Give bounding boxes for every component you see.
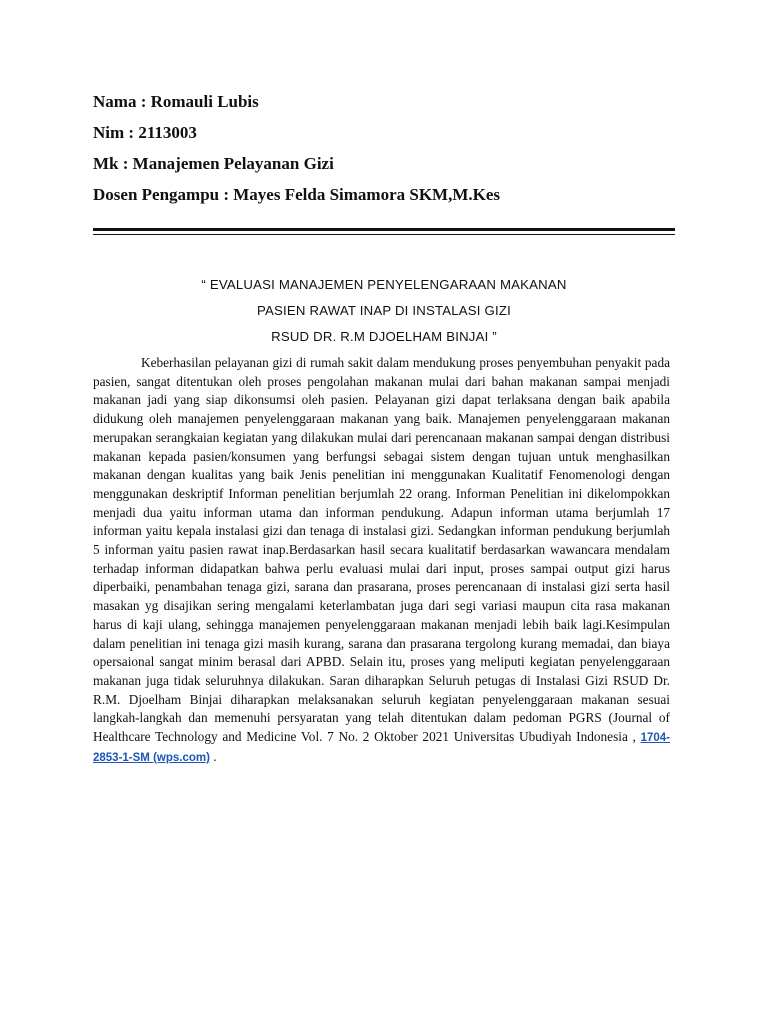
course-name: Mk : Manajemen Pelayanan Gizi (93, 154, 334, 173)
student-info-header (93, 86, 683, 210)
title-line-3: RSUD DR. R.M DJOELHAM BINJAI ” (271, 329, 497, 344)
lecturer-name: Dosen Pengampu : Mayes Felda Simamora SKM,M.Kes (93, 185, 501, 204)
student-nim: Nim : 2113003 (93, 123, 197, 142)
header-divider-thin (93, 234, 675, 235)
source-link[interactable]: 1704-2853-1-SM (wps.com) (93, 732, 670, 764)
title-line-1: “ EVALUASI MANAJEMEN PENYELENGARAAN MAKANAN (201, 277, 567, 292)
abstract-text: Keberhasilan pelayanan gizi di rumah sakit dalam mendukung proses penyembuhan penyakit pada pasien, sangat ditentukan oleh proses pengolahan makanan mulai dari bahan makanan sampai menjadi makanan jadi yang siap dikonsumsi oleh pasien. Pelayanan gizi dapat terlaksana dengan baik apabila didukung oleh manajemen penyelenggaraan makanan yang baik. Manajemen penyelenggaraan makanan merupakan serangkaian kegiatan yang dilakukan mulai dari perencanaan makanan sampai dengan distribusi makanan kepada pasien/konsumen yang berfungsi sebagai sistem dengan tujuan untuk menghasilkan makanan dengan kualitas yang baik Jenis penelitian ini menggunakan Kualitatif Fenomenologi dengan menggunakan deskriptif Informan penelitian berjumlah 22 orang. Informan Penelitian ini dikelompokkan menjadi dua yaitu informan utama dan informan pendukung. Adapun informan utama berjumlah 17 informan yaitu kepala instalasi gizi dan tenaga di instalasi gizi. Sedangkan informan pendukung berjumlah 5 informan yaitu pasien rawat inap.Berdasarkan hasil secara kualitatif berdasarkan wawancara mendalam terhadap informan didapatkan bahwa perlu evaluasi mulai dari input, proses sampai output gizi harus diperbaiki, penambahan tenaga gizi, sarana dan prasarana, proses perencanaan di instalasi gizi serta hasil masakan yg disajikan sering mengalami keterlambatan juga dari segi variasi maupun cita rasa makanan harus di kaji ulang, sehingga manajemen penyelenggaraan makanan menjadi lebih baik lagi.Kesimpulan dalam penelitian ini tenaga gizi masih kurang, sarana dan prasarana tergolong kurang memadai, dan biaya opersaional sangat minim berasal dari APBD. Selain itu, proses yang meliputi kegiatan penyelenggaraan makanan juga tidak seluruhnya dilakukan. Saran diharapkan Seluruh petugas di Instalasi Gizi RSUD Dr. R.M. Djoelham Binjai diharapkan melaksanakan seluruh kegiatan penyelenggaraan makanan sesuai langkah-langkah dan memenuhi persyaratan yang telah ditentukan dalam pedoman PGRS (Journal of Healthcare Technology and Medicine Vol. 7 No. 2 Oktober 2021 Universitas Ubudiyah Indonesia , (93, 355, 670, 745)
document-title (93, 272, 675, 350)
title-line-2: PASIEN RAWAT INAP DI INSTALASI GIZI (257, 303, 511, 318)
header-divider-thick (93, 228, 675, 231)
abstract-trailing: . (209, 748, 217, 764)
student-name: Nama : Romauli Lubis (93, 92, 259, 111)
abstract-paragraph (93, 354, 670, 767)
